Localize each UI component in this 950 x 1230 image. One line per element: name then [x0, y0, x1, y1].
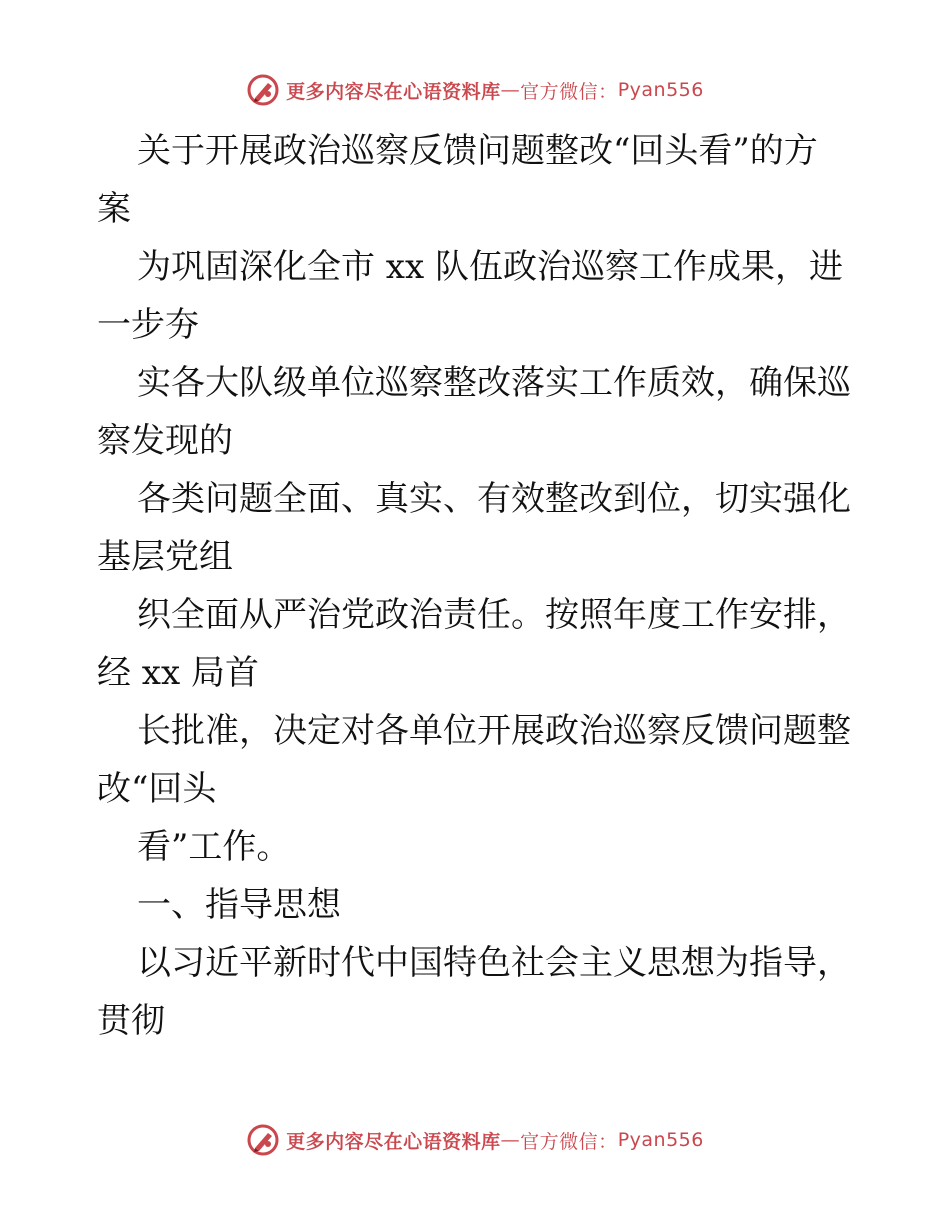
watermark-dash: —	[500, 1129, 521, 1151]
section-heading: 一、指导思想	[137, 885, 341, 925]
watermark-text: 更多内容尽在心语资料库	[286, 1130, 501, 1153]
paragraph-line: 以习近平新时代中国特色社会主义思想为指导，	[137, 943, 851, 983]
watermark-wechat-label: 官方微信：	[520, 80, 618, 103]
red-pen-circle-logo-icon	[246, 1123, 280, 1157]
paragraph-line: 贯彻	[97, 1001, 165, 1041]
watermark-dash: —	[500, 79, 521, 101]
paragraph-line: 长批准，决定对各单位开展政治巡察反馈问题整	[137, 711, 851, 751]
red-pen-circle-logo-icon	[246, 73, 280, 107]
watermark-wechat-label: 官方微信：	[520, 1130, 618, 1153]
paragraph-line: 改“回头	[97, 769, 217, 809]
paragraph-line: 为巩固深化全市 xx 队伍政治巡察工作成果，进	[137, 247, 843, 287]
watermark-text: 更多内容尽在心语资料库	[286, 80, 501, 103]
paragraph-line: 实各大队级单位巡察整改落实工作质效，确保巡	[137, 363, 851, 403]
paragraph-line: 看”工作。	[137, 827, 291, 867]
title-line-2: 案	[97, 189, 131, 229]
watermark-wechat-id: Pyan556	[617, 79, 704, 101]
paragraph-line: 基层党组	[97, 537, 233, 577]
watermark-wechat-id: Pyan556	[617, 1129, 704, 1151]
paragraph-line: 一步夯	[97, 305, 199, 345]
header-watermark	[0, 70, 950, 110]
paragraph-line: 各类问题全面、真实、有效整改到位，切实强化	[137, 479, 851, 519]
paragraph-line: 织全面从严治党政治责任。按照年度工作安排，	[137, 595, 851, 635]
paragraph-line: 察发现的	[97, 421, 233, 461]
title-line-1: 关于开展政治巡察反馈问题整改“回头看”的方	[137, 131, 818, 171]
document-body	[97, 122, 857, 1050]
footer-watermark	[0, 1120, 950, 1160]
paragraph-line: 经 xx 局首	[97, 653, 259, 693]
